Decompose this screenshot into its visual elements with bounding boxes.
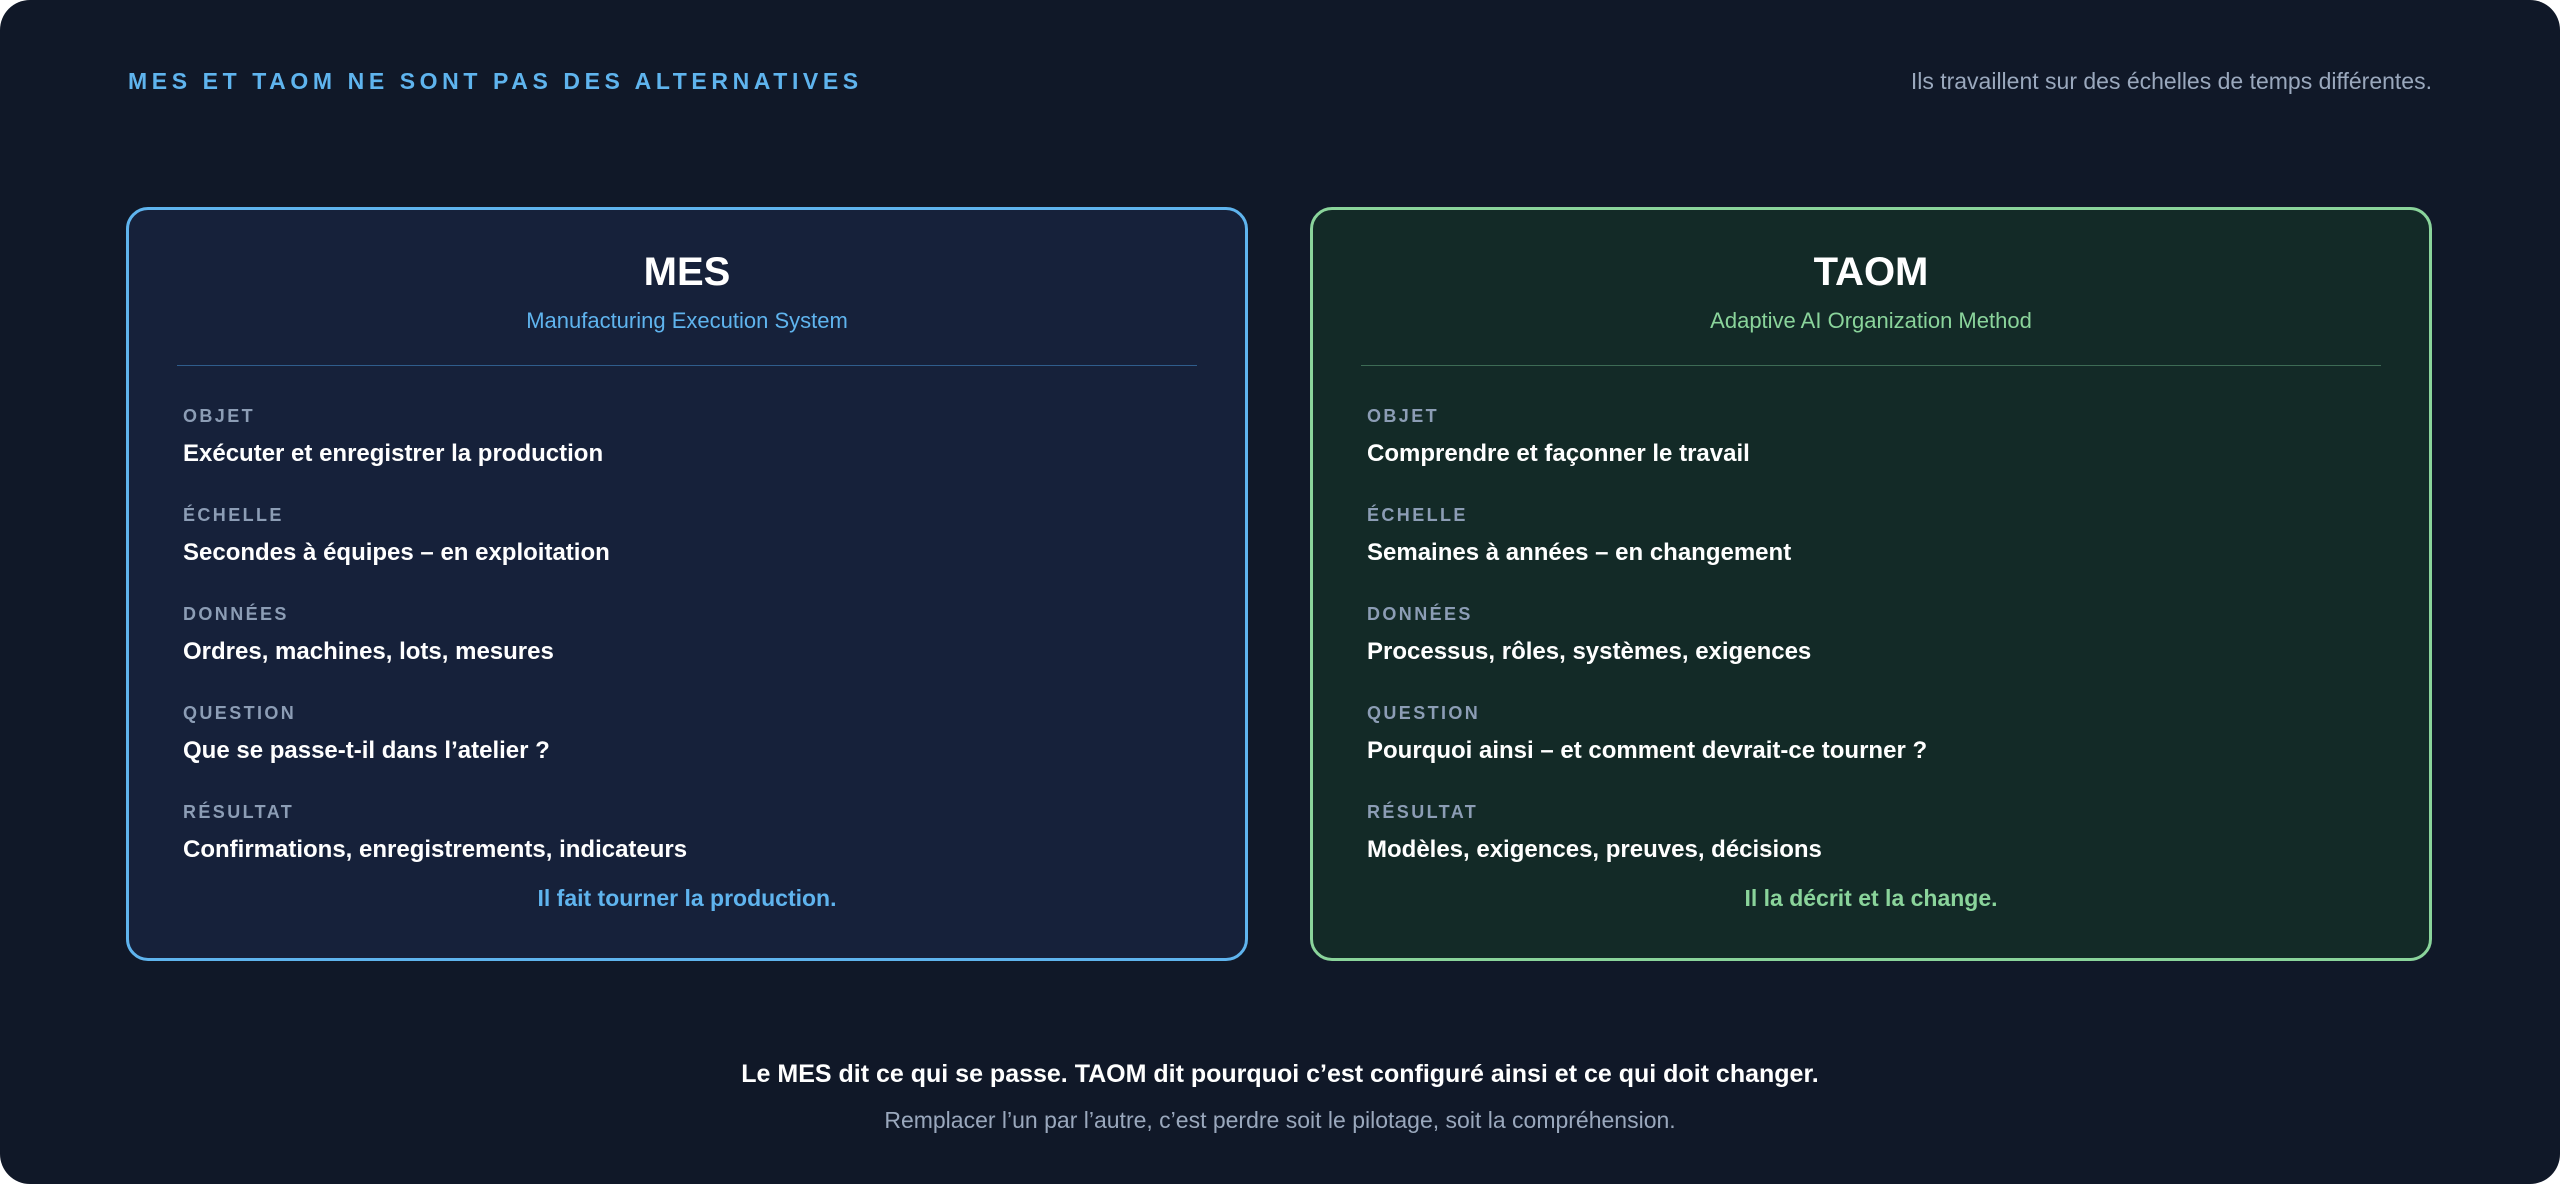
row-value: Secondes à équipes – en exploitation [183,539,610,566]
row-value: Ordres, machines, lots, mesures [183,638,554,665]
mes-card-title: MES [643,250,731,294]
taom-card-title: TAOM [1813,250,1929,294]
row-label: ÉCHELLE [1367,505,1468,525]
row-value: Que se passe-t-il dans l’atelier ? [183,737,550,764]
taom-row-donnees [1367,602,2375,701]
row-label: DONNÉES [1367,604,1473,624]
summary-note: Remplacer l’un par l’autre, c’est perdre soit le pilotage, soit la compréhension. [884,1107,1676,1133]
taom-card-subtitle: Adaptive AI Organization Method [1710,308,2032,333]
mes-card-subtitle: Manufacturing Execution System [526,308,848,333]
row-label: QUESTION [1367,703,1481,723]
row-label: QUESTION [183,703,297,723]
mes-row-donnees [183,602,1191,701]
row-value: Semaines à années – en changement [1367,539,1792,566]
row-value: Confirmations, enregistrements, indicateurs [183,836,688,863]
taom-card-divider [1361,365,2381,366]
row-value: Exécuter et enregistrer la production [183,440,604,467]
taom-card-footer: Il la décrit et la change. [1744,885,1998,911]
header [128,68,2432,95]
row-label: ÉCHELLE [183,505,284,525]
mes-row-echelle [183,503,1191,602]
taom-row-question [1367,701,2375,800]
taom-card-rows [1367,404,2375,899]
mes-row-objet [183,404,1191,503]
mes-row-question [183,701,1191,800]
row-label: DONNÉES [183,604,289,624]
row-label: OBJET [183,406,256,426]
mes-card [126,207,1248,961]
summary-statement: Le MES dit ce qui se passe. TAOM dit pourquoi c’est configuré ainsi et ce qui doit changer. [741,1060,1819,1088]
row-value: Comprendre et façonner le travail [1367,440,1750,467]
header-tagline: Ils travaillent sur des échelles de temps différentes. [1910,68,2432,94]
taom-row-objet [1367,404,2375,503]
mes-card-divider [177,365,1197,366]
row-label: OBJET [1367,406,1440,426]
taom-row-echelle [1367,503,2375,602]
row-label: RÉSULTAT [183,802,295,822]
row-value: Processus, rôles, systèmes, exigences [1367,638,1812,665]
row-value: Pourquoi ainsi – et comment devrait-ce tourner ? [1367,737,1928,764]
mes-card-rows [183,404,1191,899]
eyebrow-title: MES ET TAOM NE SONT PAS DES ALTERNATIVES [128,68,863,94]
row-label: RÉSULTAT [1367,802,1479,822]
mes-card-footer: Il fait tourner la production. [537,885,837,911]
row-value: Modèles, exigences, preuves, décisions [1367,836,1822,863]
taom-card [1310,207,2432,961]
